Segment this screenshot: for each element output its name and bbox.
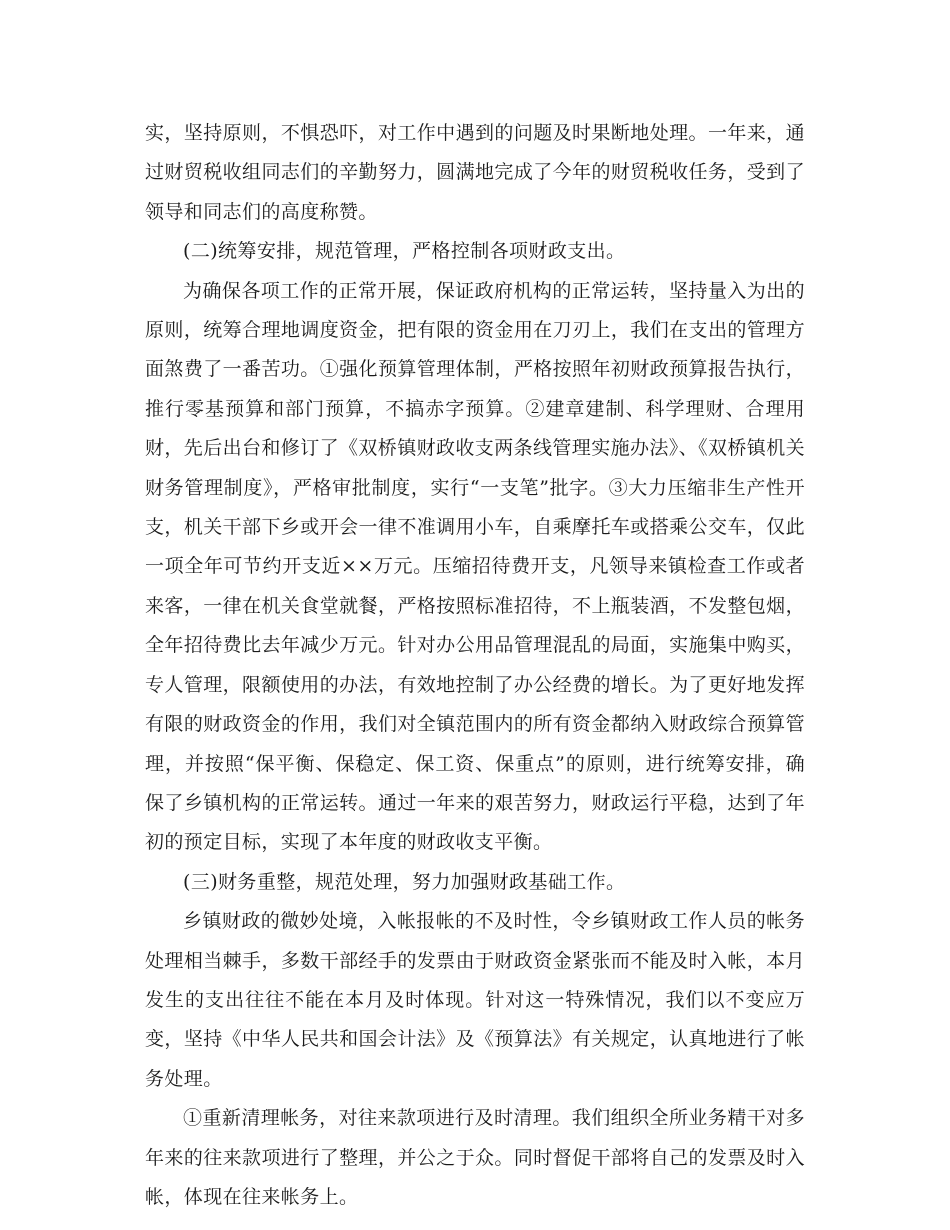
section-heading-2: (二)统筹安排，规范管理，严格控制各项财政支出。 [183, 240, 626, 263]
section-heading-3: (三)财务重整，规范处理，努力加强财政基础工作。 [183, 870, 626, 893]
document-body [145, 114, 805, 1217]
paragraph-expenditure-control: 为确保各项工作的正常开展，保证政府机构的正常运转，坚持量入为出的原则，统筹合理地调度资金，把有限的资金用在刀刃上，我们在支出的管理方面煞费了一番苦功。①强化预算管理体制，严格按照年初财政预算报告执行，推行零基预算和部门预算，不搞赤字预算。②建章建制、科学理财、合理用财，先后出台和修订了《双桥镇财政收支两条线管理实施办法》、《双桥镇机关财务管理制度》，严格审批制度，实行“一支笔”批字。③大力压缩非生产性开支，机关干部下乡或开会一律不准调用小车，自乘摩托车或搭乘公交车，仅此一项全年可节约开支近××万元。压缩招待费开支，凡领导来镇检查工作或者来客，一律在机关食堂就餐，严格按照标准招待，不上瓶装酒，不发整包烟，全年招待费比去年减少万元。针对办公用品管理混乱的局面，实施集中购买，专人管理，限额使用的办法，有效地控制了办公经费的增长。为了更好地发挥有限的财政资金的作用，我们对全镇范围内的所有资金都纳入财政综合预算管理，并按照“保平衡、保稳定、保工资、保重点”的原则，进行统筹安排，确保了乡镇机构的正常运转。通过一年来的艰苦努力，财政运行平稳，达到了年初的预定目标，实现了本年度的财政收支平衡。 [145, 279, 806, 854]
paragraph-continuation: 实，坚持原则，不惧恐吓，对工作中遇到的问题及时果断地处理。一年来，通过财贸税收组同志们的辛勤努力，圆满地完成了今年的财贸税收任务，受到了领导和同志们的高度称赞。 [145, 122, 805, 223]
paragraph-accounting-situation: 乡镇财政的微妙处境，入帐报帐的不及时性，令乡镇财政工作人员的帐务处理相当棘手，多数干部经手的发票由于财政资金紧张而不能及时入帐，本月发生的支出往往不能在本月及时体现。针对这一特殊情况，我们以不变应万变，坚持《中华人民共和国会计法》及《预算法》有关规定，认真地进行了帐务处理。 [145, 910, 805, 1090]
paragraph-account-cleanup: ①重新清理帐务，对往来款项进行及时清理。我们组织全所业务精干对多年来的往来款项进行了整理，并公之于众。同时督促干部将自己的发票及时入帐，体现在往来帐务上。 [145, 1107, 805, 1208]
